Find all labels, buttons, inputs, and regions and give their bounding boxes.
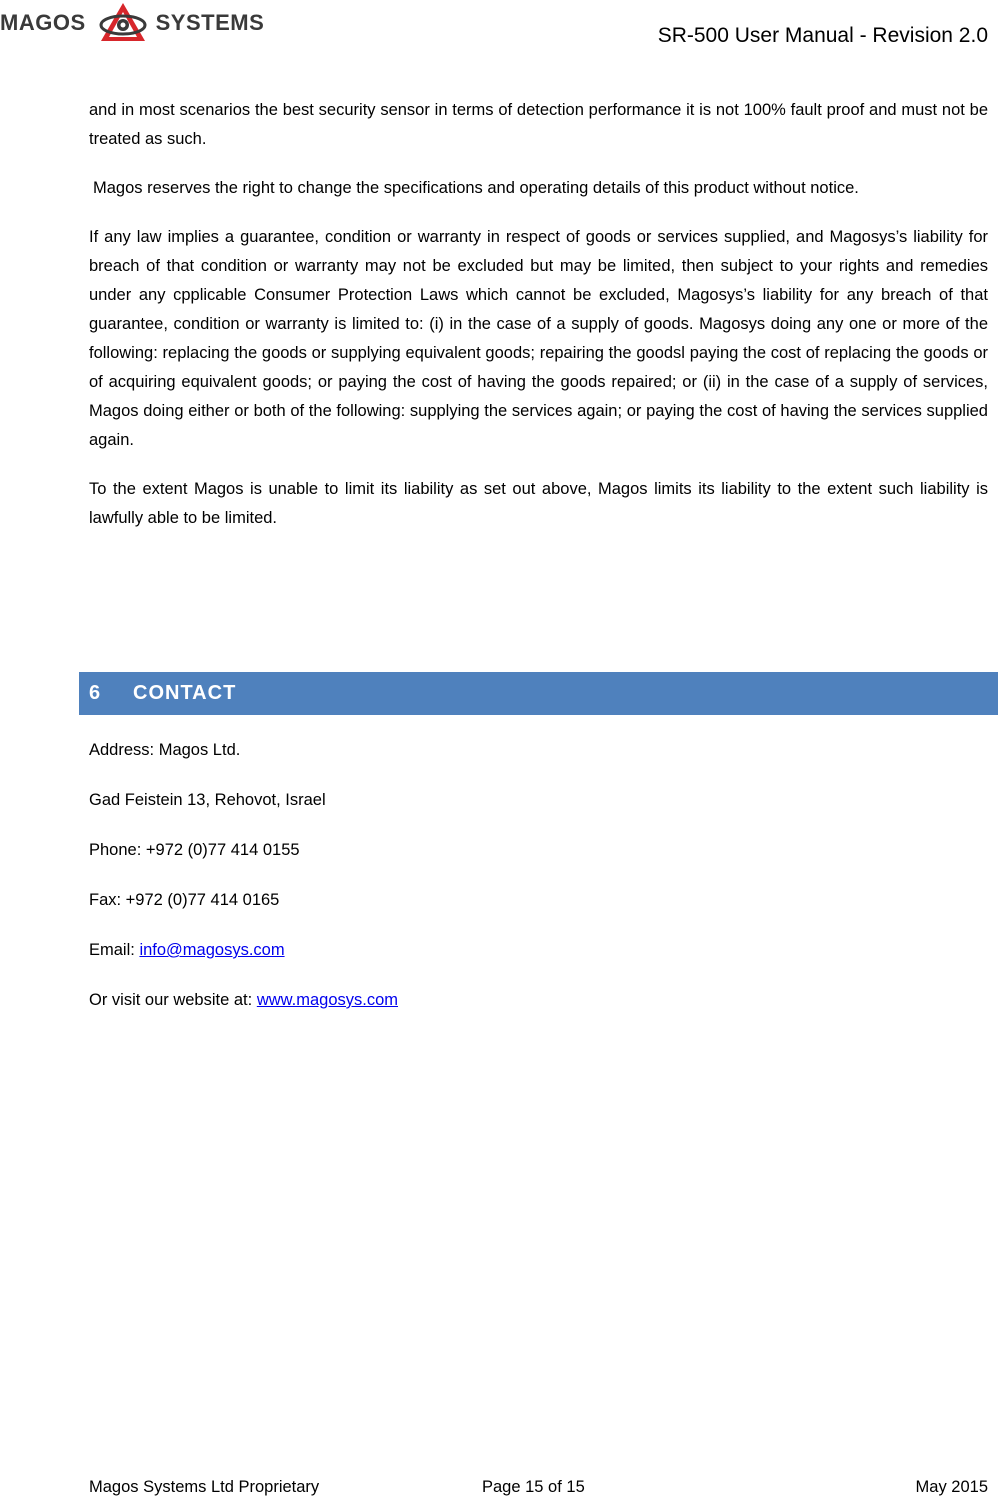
contact-phone: Phone: +972 (0)77 414 0155	[89, 841, 300, 859]
contact-email	[89, 936, 789, 986]
paragraph-fault-proof: and in most scenarios the best security sensor in terms of detection performance it is not 100% fault proof and must not be treated as such.	[89, 101, 988, 148]
contact-details	[89, 736, 789, 1036]
contact-address: Address: Magos Ltd.	[89, 741, 241, 759]
footer-date: May 2015	[915, 1478, 988, 1496]
contact-street: Gad Feistein 13, Rehovot, Israel	[89, 791, 326, 809]
contact-fax: Fax: +972 (0)77 414 0165	[89, 891, 280, 909]
website-link[interactable]: www.magosys.com	[256, 991, 399, 1009]
footer-page-number: Page 15 of 15	[482, 1478, 585, 1496]
logo-text-left: MAGOS	[0, 10, 86, 35]
section-heading-contact	[79, 672, 998, 715]
paragraph-warranty: If any law implies a guarantee, condition or warranty in respect of goods or services supplied, and Magosys’s liability for breach of that condition or warranty may not be excluded but may be limited, then subject to your rights and remedies under any cpplicable Consumer Protection Laws which cannot be excluded, Magosys’s liability for any breach of that guarantee, condition or warranty is limited to: (i) in the case of a supply of goods. Magosys doing any one or more of the following: replacing the goods or supplying equivalent goods; repairing the goodsl paying the cost of replacing the goods or of acquiring equivalent goods; or paying the cost of having the goods repaired; or (ii) in the case of a supply of services, Magos doing either or both of the following: supplying the services again; or paying the cost of having the services supplied again.	[89, 228, 988, 449]
website-label: Or visit our website at:	[89, 991, 257, 1009]
logo-text-right: SYSTEMS	[155, 10, 265, 35]
email-link[interactable]: info@magosys.com	[139, 941, 285, 959]
email-label: Email:	[89, 941, 140, 959]
paragraph-liability-limit: To the extent Magos is unable to limit its liability as set out above, Magos limits its liability to the extent such liability is lawfully able to be limited.	[89, 480, 988, 527]
contact-website	[89, 986, 789, 1036]
eye-triangle-logo-icon	[98, 1, 148, 45]
document-title: SR-500 User Manual - Revision 2.0	[657, 24, 988, 47]
section-title: CONTACT	[133, 682, 237, 704]
company-logo	[0, 0, 264, 46]
paragraph-specifications: Magos reserves the right to change the specifications and operating details of this product without notice.	[93, 179, 859, 197]
footer-proprietary: Magos Systems Ltd Proprietary	[89, 1478, 320, 1496]
body-text	[89, 96, 988, 553]
section-number: 6	[89, 682, 102, 704]
